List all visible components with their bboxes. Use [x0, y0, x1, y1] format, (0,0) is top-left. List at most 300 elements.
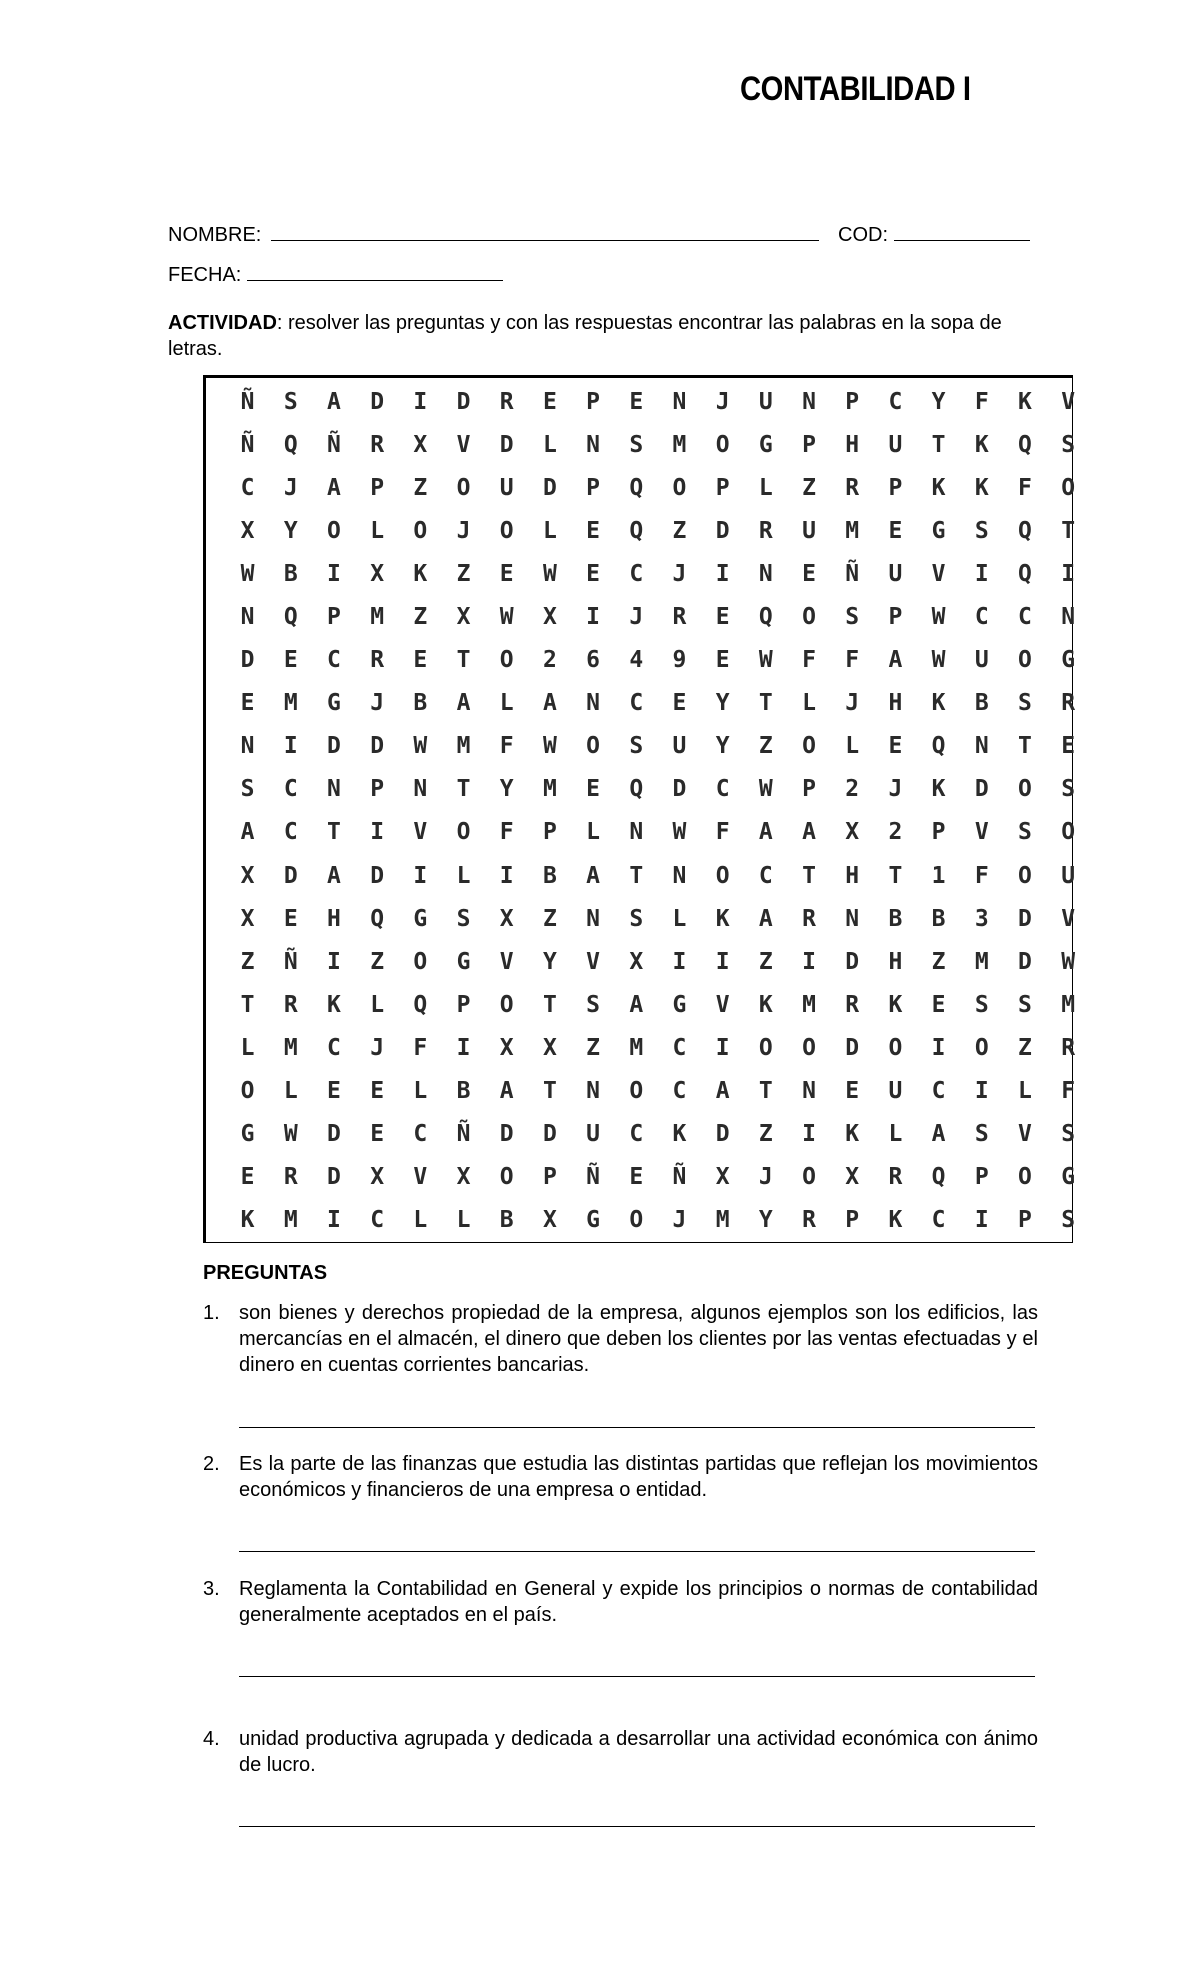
letter-cell[interactable]: O — [413, 948, 428, 975]
letter-cell[interactable]: A — [327, 862, 341, 889]
letter-cell[interactable]: N — [240, 733, 255, 760]
letter-cell[interactable]: I — [974, 1207, 989, 1234]
letter-cell[interactable]: O — [586, 733, 601, 760]
letter-cell[interactable]: C — [327, 647, 341, 674]
letter-cell[interactable]: S — [629, 431, 644, 458]
letter-cell[interactable]: S — [1061, 431, 1076, 458]
letter-cell[interactable]: P — [586, 388, 601, 415]
letter-cell[interactable]: E — [802, 560, 816, 587]
letter-cell[interactable]: Q — [283, 604, 298, 631]
letter-cell[interactable]: P — [931, 819, 946, 846]
letter-cell[interactable]: A — [758, 819, 773, 846]
letter-cell[interactable]: R — [672, 604, 687, 631]
letter-cell[interactable]: B — [499, 1207, 514, 1234]
letter-cell[interactable]: N — [240, 604, 255, 631]
letter-cell[interactable]: E — [715, 647, 730, 674]
letter-cell[interactable]: B — [931, 905, 946, 932]
letter-cell[interactable]: U — [1061, 862, 1076, 889]
letter-cell[interactable]: P — [888, 474, 903, 501]
letter-cell[interactable]: L — [283, 1078, 298, 1105]
letter-cell[interactable]: Y — [542, 948, 557, 975]
letter-cell[interactable]: E — [542, 388, 557, 415]
letter-cell[interactable]: Ñ — [845, 560, 860, 587]
letter-cell[interactable]: Q — [629, 517, 644, 544]
letter-cell[interactable]: O — [1018, 776, 1032, 803]
letter-cell[interactable]: Y — [758, 1207, 773, 1234]
letter-cell[interactable]: L — [542, 431, 557, 458]
letter-cell[interactable]: C — [413, 1121, 428, 1148]
letter-cell[interactable]: W — [283, 1121, 298, 1148]
letter-cell[interactable]: V — [413, 1164, 428, 1191]
letter-cell[interactable]: J — [370, 690, 385, 717]
letter-cell[interactable]: J — [370, 1034, 385, 1061]
letter-cell[interactable]: X — [542, 604, 557, 631]
letter-cell[interactable]: C — [715, 776, 730, 803]
letter-cell[interactable]: O — [499, 647, 514, 674]
fecha-input-line[interactable] — [247, 262, 503, 281]
letter-cell[interactable]: M — [283, 1034, 298, 1061]
letter-cell[interactable]: T — [542, 1078, 557, 1105]
letter-cell[interactable]: Ñ — [327, 431, 341, 458]
letter-cell[interactable]: X — [715, 1164, 730, 1191]
letter-cell[interactable]: J — [715, 388, 730, 415]
letter-cell[interactable]: F — [499, 733, 514, 760]
letter-cell[interactable]: D — [715, 1121, 730, 1148]
letter-cell[interactable]: K — [240, 1207, 255, 1234]
letter-cell[interactable]: W — [1061, 948, 1076, 975]
letter-cell[interactable]: U — [802, 517, 816, 544]
letter-cell[interactable]: O — [499, 517, 514, 544]
letter-cell[interactable]: O — [672, 474, 687, 501]
letter-cell[interactable]: O — [499, 1164, 514, 1191]
letter-cell[interactable]: W — [413, 733, 428, 760]
letter-cell[interactable]: D — [542, 474, 557, 501]
letter-cell[interactable]: O — [456, 474, 471, 501]
letter-cell[interactable]: H — [845, 862, 860, 889]
letter-cell[interactable]: O — [802, 604, 816, 631]
letter-cell[interactable]: A — [327, 388, 341, 415]
letter-cell[interactable]: I — [327, 560, 341, 587]
letter-cell[interactable]: W — [542, 560, 557, 587]
letter-cell[interactable]: K — [758, 991, 773, 1018]
letter-cell[interactable]: M — [283, 1207, 298, 1234]
letter-cell[interactable]: S — [240, 776, 255, 803]
letter-cell[interactable]: N — [327, 776, 341, 803]
letter-cell[interactable]: D — [1018, 948, 1032, 975]
letter-cell[interactable]: M — [283, 690, 298, 717]
letter-cell[interactable]: R — [802, 905, 816, 932]
letter-cell[interactable]: U — [888, 560, 903, 587]
letter-cell[interactable]: F — [802, 647, 816, 674]
letter-cell[interactable]: K — [1018, 388, 1032, 415]
letter-cell[interactable]: K — [931, 690, 946, 717]
letter-cell[interactable]: V — [586, 948, 601, 975]
letter-cell[interactable]: M — [1061, 991, 1076, 1018]
letter-cell[interactable]: L — [802, 690, 816, 717]
letter-cell[interactable]: Y — [715, 733, 730, 760]
letter-cell[interactable]: A — [499, 1078, 514, 1105]
letter-cell[interactable]: X — [542, 1034, 557, 1061]
letter-cell[interactable]: P — [845, 1207, 860, 1234]
letter-cell[interactable]: P — [370, 776, 385, 803]
letter-cell[interactable]: E — [240, 690, 255, 717]
letter-cell[interactable]: W — [672, 819, 687, 846]
letter-cell[interactable]: C — [629, 690, 644, 717]
letter-cell[interactable]: C — [1018, 604, 1032, 631]
letter-cell[interactable]: W — [542, 733, 557, 760]
letter-cell[interactable]: K — [888, 991, 903, 1018]
letter-cell[interactable]: C — [327, 1034, 341, 1061]
letter-cell[interactable]: E — [586, 776, 601, 803]
letter-cell[interactable]: M — [456, 733, 471, 760]
letter-cell[interactable]: G — [931, 517, 946, 544]
letter-cell[interactable]: M — [542, 776, 557, 803]
letter-cell[interactable]: T — [456, 776, 471, 803]
letter-cell[interactable]: Ñ — [456, 1121, 471, 1148]
letter-cell[interactable]: Q — [1018, 517, 1032, 544]
letter-cell[interactable]: G — [240, 1121, 255, 1148]
letter-cell[interactable]: I — [413, 388, 428, 415]
letter-cell[interactable]: P — [456, 991, 471, 1018]
letter-cell[interactable]: V — [413, 819, 428, 846]
letter-cell[interactable]: U — [888, 431, 903, 458]
letter-cell[interactable]: I — [499, 862, 514, 889]
letter-cell[interactable]: D — [370, 733, 385, 760]
letter-cell[interactable]: G — [672, 991, 687, 1018]
letter-cell[interactable]: S — [974, 991, 989, 1018]
letter-cell[interactable]: L — [413, 1078, 428, 1105]
letter-cell[interactable]: D — [327, 733, 341, 760]
letter-cell[interactable]: N — [586, 1078, 601, 1105]
letter-cell[interactable]: F — [974, 862, 989, 889]
letter-cell[interactable]: P — [802, 776, 816, 803]
letter-cell[interactable]: A — [888, 647, 903, 674]
letter-cell[interactable]: C — [672, 1078, 687, 1105]
letter-cell[interactable]: T — [758, 1078, 773, 1105]
letter-cell[interactable]: B — [456, 1078, 471, 1105]
letter-cell[interactable]: O — [629, 1078, 644, 1105]
letter-cell[interactable]: D — [283, 862, 298, 889]
letter-cell[interactable]: C — [370, 1207, 385, 1234]
letter-cell[interactable]: I — [283, 733, 298, 760]
letter-cell[interactable]: A — [715, 1078, 730, 1105]
letter-cell[interactable]: V — [931, 560, 946, 587]
letter-cell[interactable]: J — [456, 517, 471, 544]
letter-cell[interactable]: T — [1018, 733, 1032, 760]
letter-cell[interactable]: Ñ — [240, 431, 255, 458]
letter-cell[interactable]: B — [413, 690, 428, 717]
letter-cell[interactable]: V — [715, 991, 730, 1018]
letter-cell[interactable]: T — [240, 991, 255, 1018]
letter-cell[interactable]: K — [715, 905, 730, 932]
letter-cell[interactable]: M — [845, 517, 860, 544]
letter-cell[interactable]: C — [240, 474, 255, 501]
letter-cell[interactable]: E — [845, 1078, 860, 1105]
letter-cell[interactable]: E — [240, 1164, 255, 1191]
letter-cell[interactable]: P — [542, 819, 557, 846]
letter-cell[interactable]: J — [672, 1207, 687, 1234]
letter-cell[interactable]: W — [758, 647, 773, 674]
letter-cell[interactable]: I — [715, 1034, 730, 1061]
letter-cell[interactable]: C — [672, 1034, 687, 1061]
letter-cell[interactable]: D — [542, 1121, 557, 1148]
letter-cell[interactable]: X — [542, 1207, 557, 1234]
letter-cell[interactable]: O — [1061, 474, 1076, 501]
letter-cell[interactable]: M — [974, 948, 989, 975]
letter-cell[interactable]: S — [456, 905, 471, 932]
letter-cell[interactable]: U — [499, 474, 514, 501]
letter-cell[interactable]: X — [240, 517, 255, 544]
letter-cell[interactable]: K — [672, 1121, 687, 1148]
letter-cell[interactable]: N — [586, 431, 601, 458]
letter-cell[interactable]: L — [758, 474, 773, 501]
letter-cell[interactable]: E — [888, 733, 903, 760]
letter-cell[interactable]: D — [327, 1164, 341, 1191]
letter-cell[interactable]: R — [802, 1207, 816, 1234]
letter-cell[interactable]: F — [845, 647, 860, 674]
letter-cell[interactable]: 6 — [586, 647, 601, 674]
letter-cell[interactable]: Q — [931, 733, 946, 760]
letter-cell[interactable]: X — [240, 905, 255, 932]
letter-cell[interactable]: T — [542, 991, 557, 1018]
letter-cell[interactable]: K — [974, 474, 989, 501]
letter-cell[interactable]: 1 — [931, 862, 946, 889]
letter-cell[interactable]: D — [327, 1121, 341, 1148]
letter-cell[interactable]: Q — [629, 776, 644, 803]
letter-cell[interactable]: 3 — [974, 905, 989, 932]
letter-cell[interactable]: C — [931, 1078, 946, 1105]
letter-cell[interactable]: S — [974, 1121, 989, 1148]
letter-cell[interactable]: B — [542, 862, 557, 889]
letter-cell[interactable]: S — [1061, 1121, 1076, 1148]
letter-cell[interactable]: A — [327, 474, 341, 501]
letter-cell[interactable]: D — [370, 388, 385, 415]
letter-cell[interactable]: C — [931, 1207, 946, 1234]
letter-cell[interactable]: Q — [1018, 560, 1032, 587]
letter-cell[interactable]: D — [499, 431, 514, 458]
letter-cell[interactable]: E — [283, 905, 298, 932]
letter-cell[interactable]: Z — [758, 733, 773, 760]
letter-cell[interactable]: W — [758, 776, 773, 803]
letter-cell[interactable]: C — [974, 604, 989, 631]
letter-cell[interactable]: L — [413, 1207, 428, 1234]
letter-cell[interactable]: V — [974, 819, 989, 846]
letter-cell[interactable]: V — [1061, 905, 1076, 932]
letter-cell[interactable]: R — [370, 647, 385, 674]
letter-cell[interactable]: L — [456, 862, 471, 889]
letter-cell[interactable]: P — [888, 604, 903, 631]
letter-cell[interactable]: N — [802, 1078, 816, 1105]
letter-cell[interactable]: Z — [456, 560, 471, 587]
letter-cell[interactable]: A — [542, 690, 557, 717]
letter-cell[interactable]: D — [1018, 905, 1032, 932]
nombre-input-line[interactable] — [271, 222, 819, 241]
letter-cell[interactable]: A — [931, 1121, 946, 1148]
letter-cell[interactable]: Q — [931, 1164, 946, 1191]
letter-cell[interactable]: Z — [413, 604, 428, 631]
letter-cell[interactable]: O — [1018, 647, 1032, 674]
letter-cell[interactable]: E — [629, 388, 644, 415]
letter-cell[interactable]: P — [802, 431, 816, 458]
letter-cell[interactable]: M — [629, 1034, 644, 1061]
letter-cell[interactable]: N — [974, 733, 989, 760]
letter-cell[interactable]: I — [931, 1034, 946, 1061]
letter-cell[interactable]: J — [672, 560, 687, 587]
letter-cell[interactable]: D — [240, 647, 255, 674]
letter-cell[interactable]: O — [715, 862, 730, 889]
letter-cell[interactable]: G — [413, 905, 428, 932]
letter-cell[interactable]: I — [715, 560, 730, 587]
letter-cell[interactable]: N — [586, 690, 601, 717]
letter-cell[interactable]: X — [413, 431, 428, 458]
letter-cell[interactable]: T — [802, 862, 816, 889]
letter-cell[interactable]: N — [413, 776, 428, 803]
answer-line-4[interactable] — [239, 1826, 1035, 1827]
letter-cell[interactable]: L — [1018, 1078, 1032, 1105]
letter-cell[interactable]: Q — [758, 604, 773, 631]
letter-cell[interactable]: I — [456, 1034, 471, 1061]
letter-cell[interactable]: P — [845, 388, 860, 415]
letter-cell[interactable]: S — [1061, 1207, 1076, 1234]
letter-cell[interactable]: S — [629, 905, 644, 932]
letter-cell[interactable]: F — [974, 388, 989, 415]
letter-cell[interactable]: U — [672, 733, 687, 760]
letter-cell[interactable]: I — [327, 948, 341, 975]
letter-cell[interactable]: E — [672, 690, 687, 717]
letter-cell[interactable]: D — [845, 1034, 860, 1061]
letter-cell[interactable]: G — [758, 431, 773, 458]
letter-cell[interactable]: Y — [283, 517, 298, 544]
letter-cell[interactable]: E — [370, 1121, 385, 1148]
letter-cell[interactable]: Y — [499, 776, 514, 803]
letter-cell[interactable]: G — [1061, 1164, 1076, 1191]
letter-cell[interactable]: Z — [240, 948, 255, 975]
letter-cell[interactable]: S — [1018, 690, 1032, 717]
letter-cell[interactable]: C — [758, 862, 773, 889]
letter-cell[interactable]: M — [370, 604, 385, 631]
letter-cell[interactable]: K — [888, 1207, 903, 1234]
letter-cell[interactable]: F — [499, 819, 514, 846]
letter-cell[interactable]: Ñ — [283, 948, 298, 975]
letter-cell[interactable]: E — [499, 560, 514, 587]
letter-cell[interactable]: R — [283, 991, 298, 1018]
letter-cell[interactable]: R — [1061, 690, 1076, 717]
letter-cell[interactable]: M — [715, 1207, 730, 1234]
letter-cell[interactable]: O — [327, 517, 341, 544]
letter-cell[interactable]: Z — [931, 948, 946, 975]
letter-cell[interactable]: I — [974, 1078, 989, 1105]
letter-cell[interactable]: N — [672, 388, 687, 415]
letter-cell[interactable]: A — [240, 819, 255, 846]
letter-cell[interactable]: R — [758, 517, 773, 544]
letter-cell[interactable]: K — [413, 560, 428, 587]
letter-cell[interactable]: O — [974, 1034, 989, 1061]
letter-cell[interactable]: Z — [758, 1121, 773, 1148]
letter-cell[interactable]: X — [499, 905, 514, 932]
letter-cell[interactable]: K — [974, 431, 989, 458]
letter-cell[interactable]: T — [327, 819, 341, 846]
letter-cell[interactable]: E — [413, 647, 428, 674]
letter-cell[interactable]: C — [283, 776, 298, 803]
letter-cell[interactable]: I — [715, 948, 730, 975]
answer-line-1[interactable] — [239, 1427, 1035, 1428]
letter-cell[interactable]: P — [715, 474, 730, 501]
letter-cell[interactable]: I — [802, 1121, 816, 1148]
letter-cell[interactable]: O — [1061, 819, 1076, 846]
letter-cell[interactable]: C — [283, 819, 298, 846]
letter-cell[interactable]: T — [758, 690, 773, 717]
letter-cell[interactable]: Q — [629, 474, 644, 501]
letter-cell[interactable]: A — [586, 862, 601, 889]
letter-cell[interactable]: G — [1061, 647, 1076, 674]
letter-cell[interactable]: X — [629, 948, 644, 975]
letter-cell[interactable]: A — [802, 819, 816, 846]
letter-cell[interactable]: X — [370, 1164, 385, 1191]
letter-cell[interactable]: X — [370, 560, 385, 587]
letter-cell[interactable]: H — [888, 690, 903, 717]
letter-cell[interactable]: Z — [542, 905, 557, 932]
letter-cell[interactable]: H — [845, 431, 860, 458]
letter-cell[interactable]: Z — [1018, 1034, 1032, 1061]
letter-cell[interactable]: W — [240, 560, 255, 587]
letter-cell[interactable]: A — [629, 991, 644, 1018]
letter-cell[interactable]: K — [845, 1121, 860, 1148]
letter-cell[interactable]: C — [888, 388, 903, 415]
letter-cell[interactable]: G — [456, 948, 471, 975]
letter-cell[interactable]: O — [629, 1207, 644, 1234]
letter-cell[interactable]: E — [1061, 733, 1076, 760]
letter-cell[interactable]: V — [456, 431, 471, 458]
letter-cell[interactable]: N — [845, 905, 860, 932]
letter-cell[interactable]: L — [240, 1034, 255, 1061]
letter-cell[interactable]: N — [1061, 604, 1076, 631]
letter-cell[interactable]: I — [413, 862, 428, 889]
letter-cell[interactable]: E — [586, 517, 601, 544]
letter-cell[interactable]: O — [1018, 1164, 1032, 1191]
letter-cell[interactable]: Z — [370, 948, 385, 975]
letter-cell[interactable]: X — [456, 1164, 471, 1191]
letter-cell[interactable]: D — [672, 776, 687, 803]
letter-cell[interactable]: J — [629, 604, 644, 631]
letter-cell[interactable]: S — [586, 991, 601, 1018]
letter-cell[interactable]: E — [586, 560, 601, 587]
letter-cell[interactable]: D — [974, 776, 989, 803]
letter-cell[interactable]: R — [370, 431, 385, 458]
letter-cell[interactable]: L — [456, 1207, 471, 1234]
letter-cell[interactable]: E — [283, 647, 298, 674]
letter-cell[interactable]: I — [586, 604, 601, 631]
letter-cell[interactable]: F — [1061, 1078, 1076, 1105]
letter-cell[interactable]: O — [715, 431, 730, 458]
letter-cell[interactable]: Z — [413, 474, 428, 501]
letter-cell[interactable]: Z — [586, 1034, 601, 1061]
letter-cell[interactable]: Q — [1018, 431, 1032, 458]
letter-cell[interactable]: O — [888, 1034, 903, 1061]
letter-cell[interactable]: O — [802, 1164, 816, 1191]
cod-input-line[interactable] — [894, 222, 1030, 241]
letter-cell[interactable]: S — [1018, 819, 1032, 846]
letter-cell[interactable]: U — [888, 1078, 903, 1105]
letter-cell[interactable]: A — [456, 690, 471, 717]
letter-cell[interactable]: X — [845, 1164, 860, 1191]
letter-cell[interactable]: V — [1018, 1121, 1032, 1148]
letter-cell[interactable]: F — [715, 819, 730, 846]
letter-cell[interactable]: S — [1018, 991, 1032, 1018]
letter-cell[interactable]: Z — [672, 517, 687, 544]
letter-cell[interactable]: 2 — [845, 776, 860, 803]
letter-cell[interactable]: P — [974, 1164, 989, 1191]
letter-cell[interactable]: C — [629, 560, 644, 587]
